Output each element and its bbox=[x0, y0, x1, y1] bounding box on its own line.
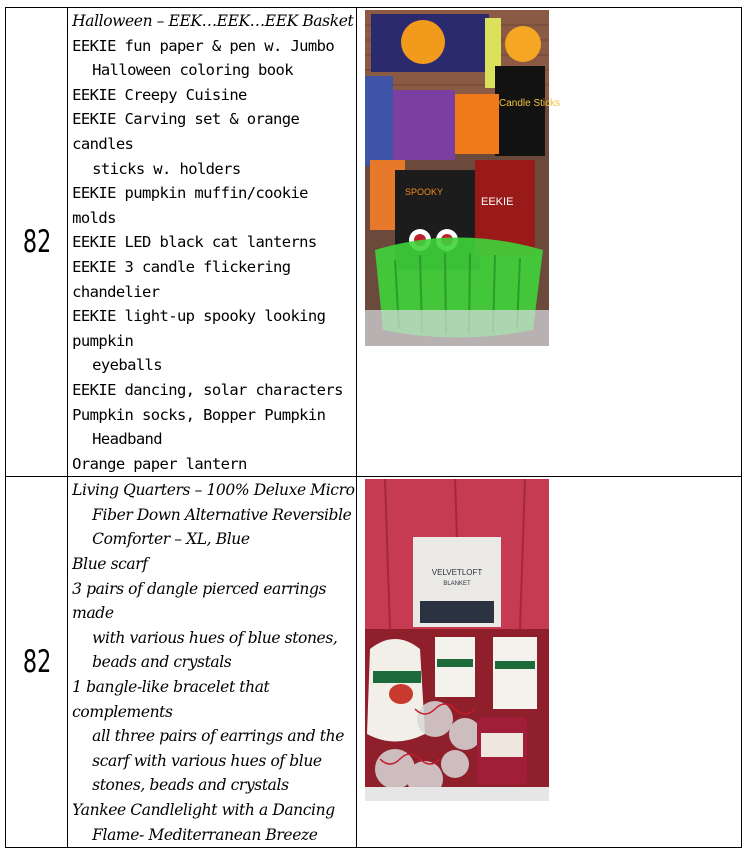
description-line: sticks w. holders bbox=[92, 159, 241, 178]
description-line: Flame- Mediterranean Breeze bbox=[92, 825, 318, 844]
blanket-label: BLANKET bbox=[443, 581, 471, 588]
description-line: Pumpkin socks, Bopper Pumpkin bbox=[72, 405, 326, 424]
description-line: Halloween coloring book bbox=[92, 61, 293, 80]
comforter-basket-photo bbox=[365, 479, 549, 801]
description-line: EEKIE 3 candle flickering chandelier bbox=[72, 257, 291, 301]
item-description bbox=[68, 477, 357, 848]
description-line: eyeballs bbox=[92, 356, 163, 375]
description-line: EEKIE light-up spooky looking pumpkin bbox=[72, 307, 326, 350]
description-line: with various hues of blue stones, bbox=[92, 628, 338, 647]
eekie-label: EEKIE bbox=[480, 196, 514, 208]
description-line: Comforter – XL, Blue bbox=[92, 530, 250, 549]
item-number: 82 bbox=[12, 477, 62, 848]
description-line: Orange paper lantern bbox=[72, 454, 247, 473]
description-line: 3 pairs of dangle pierced earrings made bbox=[72, 579, 327, 623]
description-line: EEKIE Creepy Cuisine bbox=[72, 85, 247, 104]
description-line: Fiber Down Alternative Reversible bbox=[92, 505, 352, 524]
description-line: Headband bbox=[92, 430, 163, 449]
item-number: 82 bbox=[12, 8, 62, 477]
table-row bbox=[6, 8, 742, 477]
description-line: Yankee Candlelight with a Dancing bbox=[72, 801, 335, 819]
description-line: stones, beads and crystals bbox=[92, 776, 289, 795]
description-line: EEKIE pumpkin muffin/cookie molds bbox=[72, 184, 308, 227]
description-lines bbox=[68, 8, 356, 476]
item-description bbox=[68, 8, 357, 477]
description-lines bbox=[68, 477, 356, 847]
description-line: EEKIE LED black cat lanterns bbox=[72, 233, 317, 252]
description-line: 1 bangle-like bracelet that complements bbox=[72, 678, 270, 721]
description-line: EEKIE fun paper & pen w. Jumbo bbox=[72, 36, 335, 55]
description-line: beads and crystals bbox=[92, 653, 232, 672]
catalog-table bbox=[5, 7, 742, 848]
photo-cell bbox=[356, 477, 741, 848]
description-line: EEKIE dancing, solar characters bbox=[72, 380, 343, 399]
halloween-basket-photo bbox=[365, 10, 561, 346]
description-line: EEKIE Carving set & orange candles bbox=[72, 110, 300, 153]
table-row bbox=[6, 477, 742, 848]
spooky-label: SPOOKY bbox=[404, 187, 443, 197]
photo-cell bbox=[356, 8, 741, 477]
description-line: Living Quarters – 100% Deluxe Micro bbox=[72, 481, 355, 500]
description-line: Halloween – EEK…EEK…EEK Basket bbox=[72, 12, 354, 30]
velvetloft-label: VELVETLOFT bbox=[431, 568, 483, 578]
description-line: Blue scarf bbox=[72, 555, 148, 574]
description-line: scarf with various hues of blue bbox=[92, 751, 322, 770]
description-line: all three pairs of earrings and the bbox=[92, 727, 344, 746]
candle-sticks-label: Candle Sticks bbox=[498, 98, 561, 109]
